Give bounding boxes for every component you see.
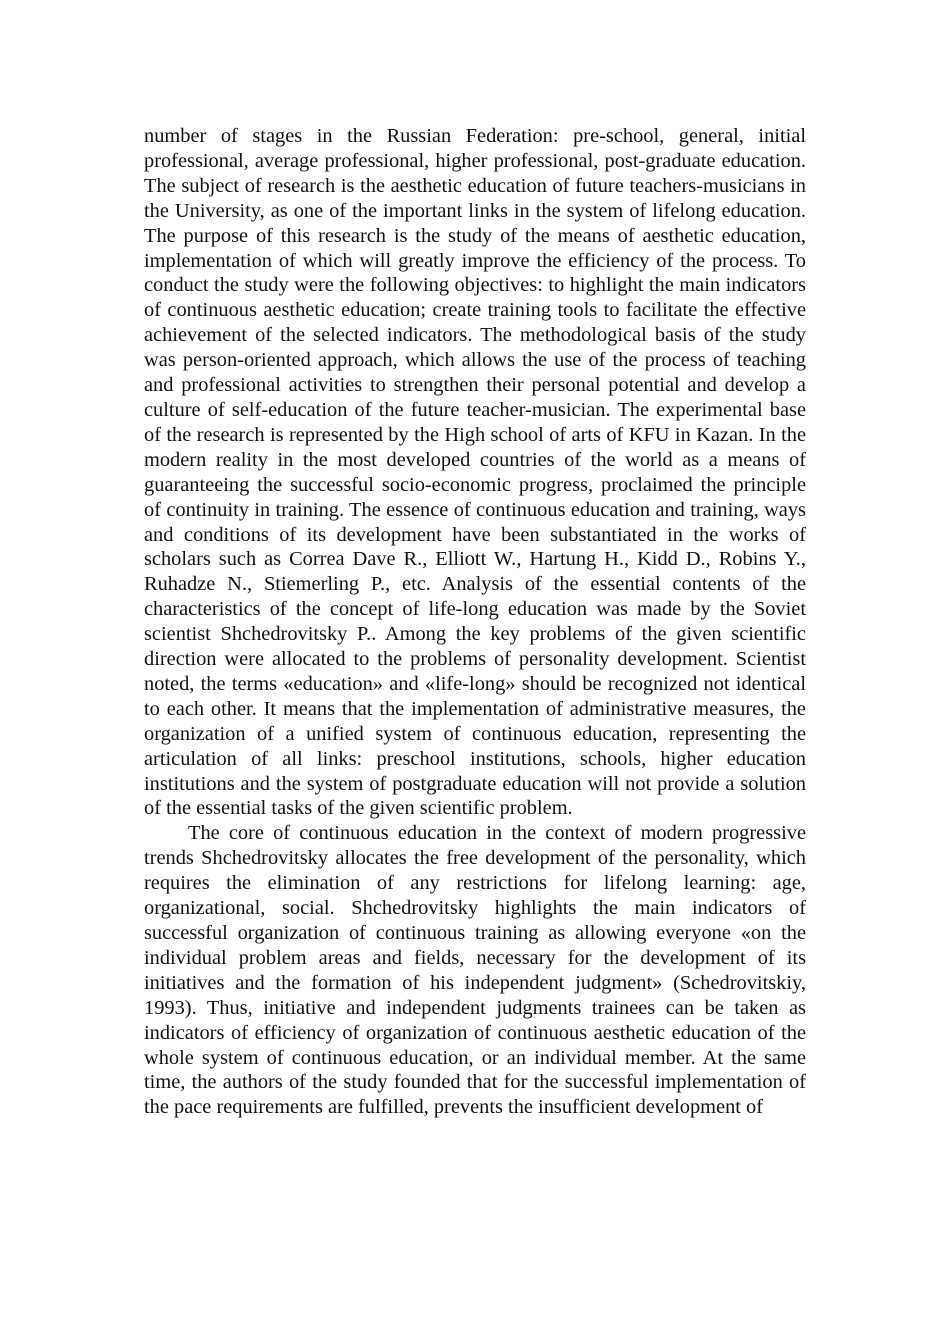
body-paragraph-2: The core of continuous education in the context of modern progressive trends Shchedrovitsky allocates the free development of the personality, which requires the elimination of any restrictions for lifelong learning: age, organizational, social. Shchedrovitsky highlights the main indicators of successful organization of continuous training as allowing everyone «on the individual problem areas and fields, necessary for the development of its initiatives and the formation of his independent judgment» (Schedrovitskiy, 1993). Thus, initiative and independent judgments trainees can be taken as indicators of efficiency of organization of continuous aesthetic education of the whole system of continuous education, or an individual member. At the same time, the authors of the study founded that for the successful implementation of the pace requirements are fulfilled, prevents the insufficient development of <box>144 822 806 1119</box>
document-page <box>144 124 806 1120</box>
body-paragraph-1: number of stages in the Russian Federation: pre-school, general, initial professional, average professional, higher professional, post-graduate education. The subject of research is the aesthetic education of future teachers-musicians in the University, as one of the important links in the system of lifelong education. The purpose of this research is the study of the means of aesthetic education, implementation of which will greatly improve the efficiency of the process. To conduct the study were the following objectives: to highlight the main indicators of continuous aesthetic education; create training tools to facilitate the effective achievement of the selected indicators. The methodological basis of the study was person-oriented approach, which allows the use of the process of teaching and professional activities to strengthen their personal potential and develop a culture of self-education of the future teacher-musician. The experimental base of the research is represented by the High school of arts of KFU in Kazan. In the modern reality in the most developed countries of the world as a means of guaranteeing the successful socio-economic progress, proclaimed the principle of continuity in training. The essence of continuous education and training, ways and conditions of its development have been substantiated in the works of scholars such as Correa Dave R., Elliott W., Hartung H., Kidd D., Robins Y., Ruhadze N., Stiemerling P., etc. Analysis of the essential contents of the characteristics of the concept of life-long education was made by the Soviet scientist Shchedrovitsky P.. Among the key problems of the given scientific direction were allocated to the problems of personality development. Scientist noted, the terms «education» and «life-long» should be recognized not identical to each other. It means that the implementation of administrative measures, the organization of a unified system of continuous education, representing the articulation of all links: preschool institutions, schools, higher education institutions and the system of postgraduate education will not provide a solution of the essential tasks of the given scientific problem. <box>144 125 806 820</box>
